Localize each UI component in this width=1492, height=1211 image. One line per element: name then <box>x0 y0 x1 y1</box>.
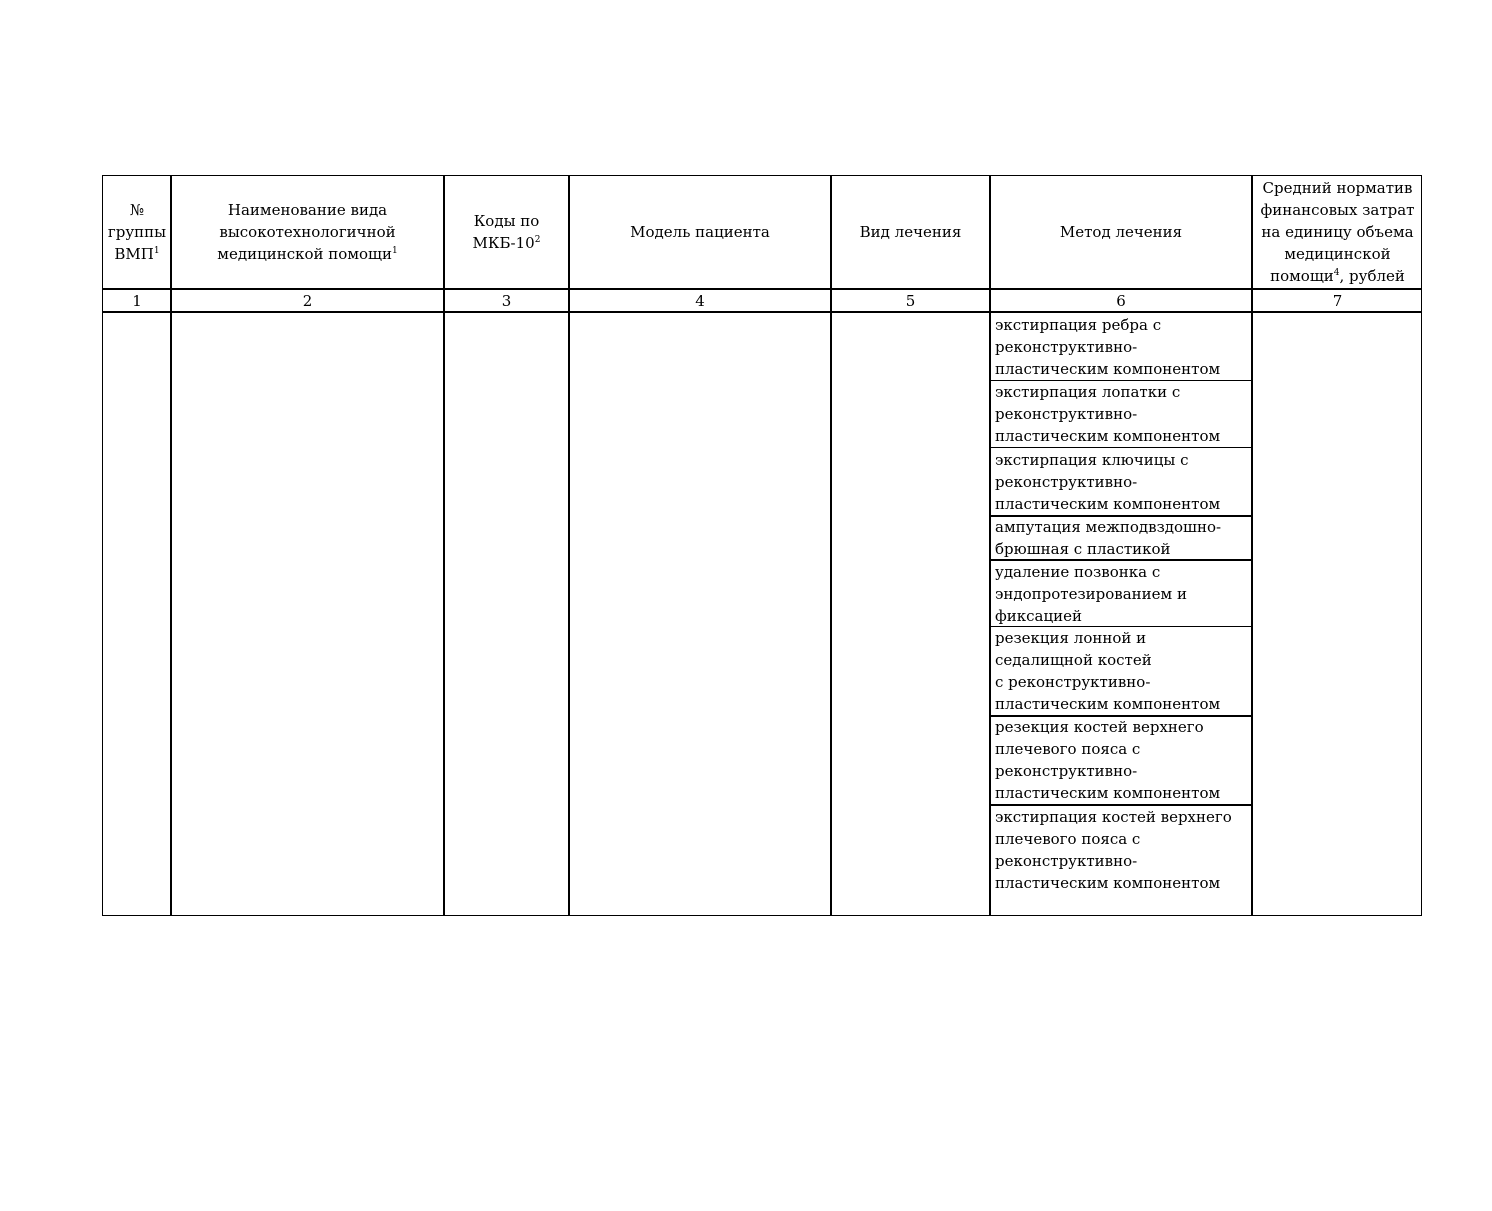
method-cell: удаление позвонка с эндопротезированием и фиксацией <box>995 563 1187 625</box>
header-care-type-name-text: Наименование вида высокотехнологичной медицинской помощи <box>217 201 396 263</box>
method-cell: ампутация межподвздошно- брюшная с пластикой <box>995 518 1222 558</box>
column-number: 3 <box>501 291 512 310</box>
method-cell: экстирпация ребра с реконструктивно- пластическим компонентом <box>995 316 1221 378</box>
footnote-mark: 1 <box>153 246 160 256</box>
method-divider <box>991 447 1252 448</box>
column-number: 7 <box>1332 291 1343 310</box>
column-number: 1 <box>132 291 142 310</box>
header-treatment-method: Метод лечения <box>1059 223 1183 241</box>
column-number: 5 <box>905 291 916 310</box>
header-treatment-type: Вид лечения <box>859 223 962 241</box>
footnote-mark: 4 <box>1333 268 1340 278</box>
vmp-table <box>102 175 1422 916</box>
column-number: 2 <box>302 291 313 310</box>
method-cell: экстирпация костей верхнего плечевого пояса с реконструктивно- пластическим компонентом <box>995 808 1232 892</box>
header-avg-cost-suffix: , рублей <box>1339 267 1405 285</box>
header-icd-codes <box>445 176 568 288</box>
header-group-number <box>103 176 171 288</box>
header-avg-cost <box>1253 176 1422 288</box>
column-number: 6 <box>1116 291 1126 310</box>
header-avg-cost-text: Средний норматив финансовых затрат на единицу объема медицинской помощи <box>1260 179 1415 285</box>
footnote-mark: 2 <box>534 235 541 245</box>
header-icd-codes-text: Коды по МКБ-10 <box>472 212 540 252</box>
column-number: 4 <box>695 291 705 310</box>
method-cell: резекция костей верхнего плечевого пояса с реконструктивно- пластическим компонентом <box>995 718 1221 802</box>
header-care-type-name <box>172 176 443 288</box>
footnote-mark: 1 <box>391 246 398 256</box>
header-patient-model: Модель пациента <box>630 223 770 241</box>
header-group-number-text: № группы ВМП <box>107 201 167 263</box>
method-cell: экстирпация ключицы с реконструктивно- пластическим компонентом <box>995 451 1221 513</box>
method-cell: резекция лонной и седалищной костей с реконструктивно- пластическим компонентом <box>995 629 1221 713</box>
method-cell: экстирпация лопатки с реконструктивно- пластическим компонентом <box>995 383 1221 445</box>
